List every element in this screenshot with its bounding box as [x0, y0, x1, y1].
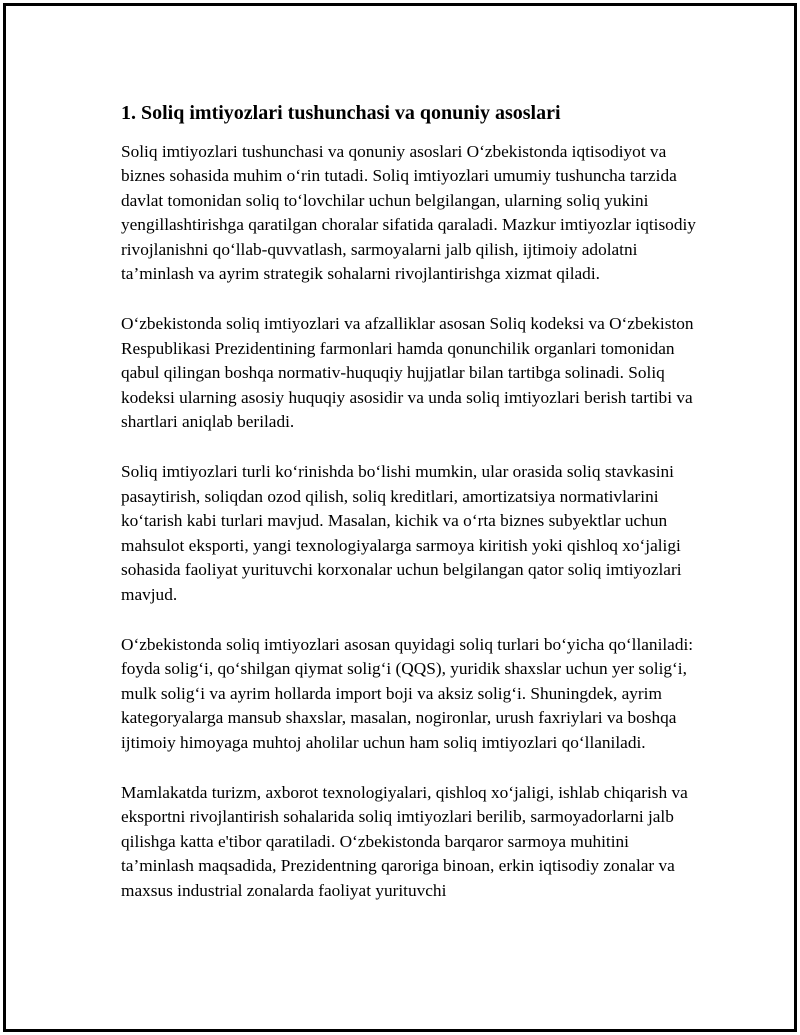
- paragraph-4: O‘zbekistonda soliq imtiyozlari asosan quyidagi soliq turlari bo‘yicha qo‘llaniladi: foyda solig‘i, qo‘shilgan qiymat solig‘i (QQS), yuridik shaxslar uchun yer solig‘i, mulk solig‘i va ayrim hollarda import boji va aksiz solig‘i. Shuningdek, ayrim kategoryalarga mansub shaxslar, masalan, nogironlar, urush faxriylari va boshqa ijtimoiy himoyaga muhtoj aholilar uchun ham soliq imtiyozlari qo‘llaniladi.: [121, 634, 694, 752]
- paragraph-3: Soliq imtiyozlari turli ko‘rinishda bo‘lishi mumkin, ular orasida soliq stavkasini pasaytirish, soliqdan ozod qilish, soliq kreditlari, amortizatsiya normativlarini ko‘tarish kabi turlari mavjud. Masalan, kichik va o‘rta biznes subyektlar uchun mahsulot eksporti, yangi texnologiyalarga sarmoya kiritish yoki qishloq xo‘jaligi sohasida faoliyat yurituvchi korxonalar uchun belgilangan qator soliq imtiyozlari mavjud.: [121, 462, 682, 604]
- paragraph-5: Mamlakatda turizm, axborot texnologiyalari, qishloq xo‘jaligi, ishlab chiqarish va eksportni rivojlantirish sohalarida soliq imtiyozlari berilib, sarmoyadorlarni jalb qilishga katta e'tibor qaratiladi. O‘zbekistonda barqaror sarmoya muhitini ta’minlash maqsadida, Prezidentning qaroriga binoan, erkin iqtisodiy zonalar va maxsus industrial zonalarda faoliyat yurituvchi: [121, 782, 688, 900]
- paragraph-2: O‘zbekistonda soliq imtiyozlari va afzalliklar asosan Soliq kodeksi va O‘zbekiston Respublikasi Prezidentining farmonlari hamda qonunchilik organlari tomonidan qabul qilingan boshqa normativ-huquqiy hujjatlar bilan tartibga solinadi. Soliq kodeksi ularning asosiy huquqiy asosidir va unda soliq imtiyozlari berish tartibi va shartlari aniqlab beriladi.: [121, 314, 694, 432]
- paragraph-1: Soliq imtiyozlari tushunchasi va qonuniy asoslari O‘zbekistonda iqtisodiyot va biznes sohasida muhim o‘rin tutadi. Soliq imtiyozlari umumiy tushuncha tarzida davlat tomonidan soliq to‘lovchilar uchun belgilangan, ularning soliq yukini yengillashtirishga qaratilgan choralar sifatida qaraladi. Mazkur imtiyozlar iqtisodiy rivojlanishni qo‘llab-quvvatlash, sarmoyalarni jalb qilish, ijtimoiy adolatni ta’minlash va ayrim strategik sohalarni rivojlantirishga xizmat qiladi.: [121, 142, 696, 284]
- section-heading: 1. Soliq imtiyozlari tushunchasi va qonuniy asoslari: [121, 102, 561, 124]
- page-frame: [3, 3, 797, 1032]
- document-body: [121, 100, 696, 929]
